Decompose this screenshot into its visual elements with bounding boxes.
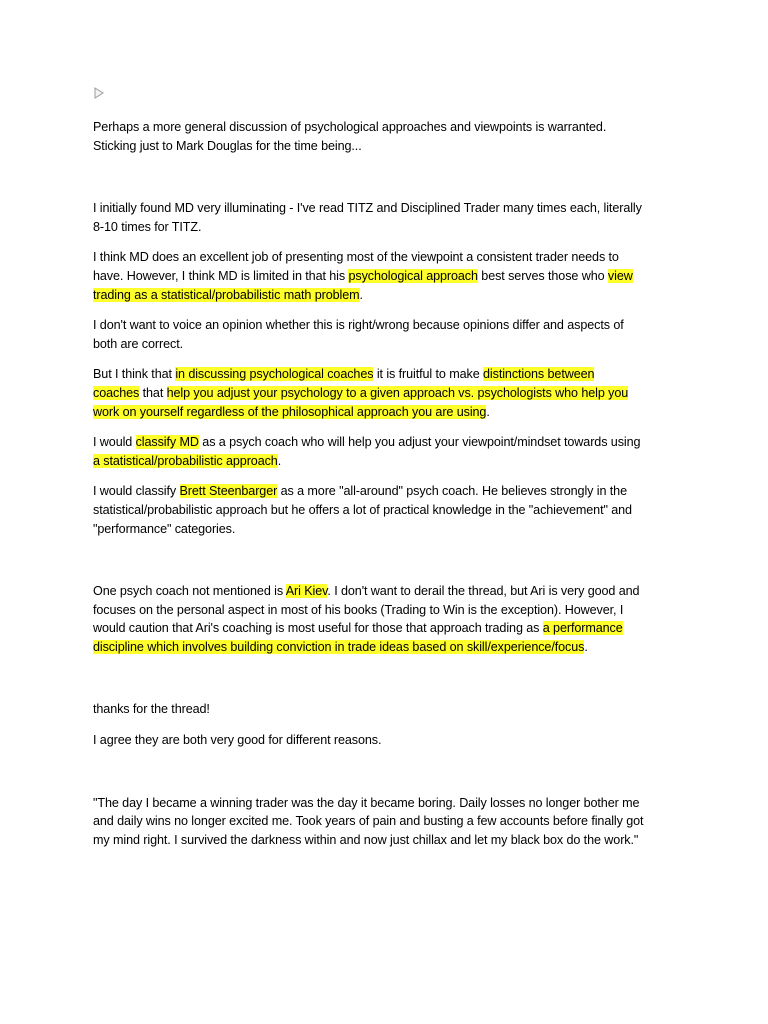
paragraph-gap bbox=[93, 236, 693, 248]
paragraph-p6 bbox=[93, 433, 693, 470]
paragraph-gap bbox=[93, 719, 693, 731]
text-run: my mind right. I survived the darkness within and now just chillax and let my black box do the work." bbox=[93, 832, 639, 847]
text-line bbox=[93, 384, 693, 403]
paragraph-gap bbox=[93, 353, 693, 365]
document-body bbox=[93, 118, 693, 849]
highlighted-text: Ari Kiev bbox=[285, 584, 328, 599]
paragraph-p8 bbox=[93, 582, 693, 656]
text-line bbox=[93, 638, 693, 657]
highlighted-text: a performance bbox=[542, 621, 623, 636]
paragraph-p11 bbox=[93, 794, 693, 850]
text-line bbox=[93, 316, 693, 335]
paragraph-p5 bbox=[93, 365, 693, 421]
highlighted-text: Brett Steenbarger bbox=[179, 484, 278, 499]
paragraph-p3 bbox=[93, 248, 693, 304]
text-run: and daily wins no longer excited me. Took years of pain and busting a few accounts before finally got bbox=[93, 814, 644, 829]
highlighted-text: view bbox=[607, 268, 633, 283]
text-run: I don't want to voice an opinion whether this is right/wrong because opinions differ and aspects of bbox=[93, 318, 624, 333]
text-run: One psych coach not mentioned is bbox=[93, 584, 286, 599]
text-run: it is fruitful to make bbox=[373, 367, 484, 382]
paragraph-gap bbox=[93, 656, 693, 700]
text-run: . bbox=[359, 287, 363, 302]
text-run: "The day I became a winning trader was the day it became boring. Daily losses no longer bother me bbox=[93, 795, 640, 810]
paragraph-p4 bbox=[93, 316, 693, 353]
text-line bbox=[93, 812, 693, 831]
text-run: as a psych coach who will help you adjust your viewpoint/mindset towards using bbox=[198, 435, 641, 450]
text-line bbox=[93, 619, 693, 638]
text-line bbox=[93, 582, 693, 601]
highlighted-text: discipline which involves building conviction in trade ideas based on skill/experience/focus bbox=[93, 639, 585, 654]
text-line bbox=[93, 403, 693, 422]
text-run: thanks for the thread! bbox=[93, 702, 210, 717]
text-line bbox=[93, 520, 693, 539]
paragraph-gap bbox=[93, 155, 693, 199]
text-run: I think MD does an excellent job of presenting most of the viewpoint a consistent trader needs to bbox=[93, 250, 619, 265]
text-run: . bbox=[486, 404, 490, 419]
text-run: I would bbox=[93, 435, 136, 450]
paragraph-p7 bbox=[93, 482, 693, 538]
text-line bbox=[93, 731, 693, 750]
text-run: focuses on the personal aspect in most of his books (Trading to Win is the exception). However, I bbox=[93, 602, 624, 617]
highlighted-text: help you adjust your psychology to a given approach vs. psychologists who help you bbox=[166, 385, 629, 400]
text-run: would caution that Ari's coaching is most useful for those that approach trading as bbox=[93, 621, 543, 636]
text-run: have. However, I think MD is limited in that his bbox=[93, 268, 349, 283]
text-run: . bbox=[584, 639, 588, 654]
text-run: as a more "all-around" psych coach. He believes strongly in the bbox=[277, 484, 627, 499]
paragraph-p2 bbox=[93, 199, 693, 236]
text-run: that bbox=[139, 385, 167, 400]
text-line bbox=[93, 433, 693, 452]
text-run: I would classify bbox=[93, 484, 180, 499]
highlighted-text: work on yourself regardless of the philosophical approach you are using bbox=[93, 404, 487, 419]
highlighted-text: in discussing psychological coaches bbox=[175, 367, 374, 382]
arrow-marker-icon bbox=[93, 86, 105, 98]
paragraph-p9 bbox=[93, 700, 693, 719]
text-run: Perhaps a more general discussion of psychological approaches and viewpoints is warranted. bbox=[93, 120, 607, 134]
text-line bbox=[93, 501, 693, 520]
text-run: "performance" categories. bbox=[93, 521, 236, 536]
text-line bbox=[93, 601, 693, 620]
text-run: statistical/probabilistic approach but he offers a lot of practical knowledge in the "achievement" and bbox=[93, 502, 632, 517]
highlighted-text: psychological approach bbox=[348, 268, 478, 283]
paragraph-gap bbox=[93, 304, 693, 316]
text-run: I agree they are both very good for different reasons. bbox=[93, 733, 382, 748]
paragraph-gap bbox=[93, 421, 693, 433]
highlighted-text: coaches bbox=[93, 385, 140, 400]
highlighted-text: classify MD bbox=[135, 435, 199, 450]
text-line bbox=[93, 365, 693, 384]
text-run: . bbox=[277, 453, 282, 468]
text-line bbox=[93, 267, 693, 286]
paragraph-p10 bbox=[93, 731, 693, 750]
text-line bbox=[93, 137, 693, 156]
text-line bbox=[93, 335, 693, 354]
text-line bbox=[93, 482, 693, 501]
text-line bbox=[93, 286, 693, 305]
text-line bbox=[93, 831, 693, 850]
text-line bbox=[93, 199, 693, 218]
text-run: 8-10 times for TITZ. bbox=[93, 219, 202, 234]
paragraph-gap bbox=[93, 470, 693, 482]
highlighted-text: a statistical/probabilistic approach bbox=[93, 453, 278, 468]
text-run: . I don't want to derail the thread, but Ari is very good and bbox=[327, 584, 640, 599]
text-line bbox=[93, 218, 693, 237]
paragraph-gap bbox=[93, 750, 693, 794]
text-run: both are correct. bbox=[93, 336, 183, 351]
text-line bbox=[93, 452, 693, 471]
highlighted-text: trading as a statistical/probabilistic math problem bbox=[93, 287, 360, 302]
text-run: I initially found MD very illuminating - I've read TITZ and Disciplined Trader many times each, literally bbox=[93, 201, 642, 216]
text-line bbox=[93, 700, 693, 719]
paragraph-p1 bbox=[93, 118, 693, 155]
text-run: Sticking just to Mark Douglas for the time being... bbox=[93, 138, 362, 153]
highlighted-text: distinctions between bbox=[483, 367, 595, 382]
paragraph-gap bbox=[93, 538, 693, 582]
text-run: best serves those who bbox=[477, 268, 608, 283]
text-line bbox=[93, 118, 693, 137]
text-line bbox=[93, 248, 693, 267]
text-run: But I think that bbox=[93, 367, 176, 382]
text-line bbox=[93, 794, 693, 813]
